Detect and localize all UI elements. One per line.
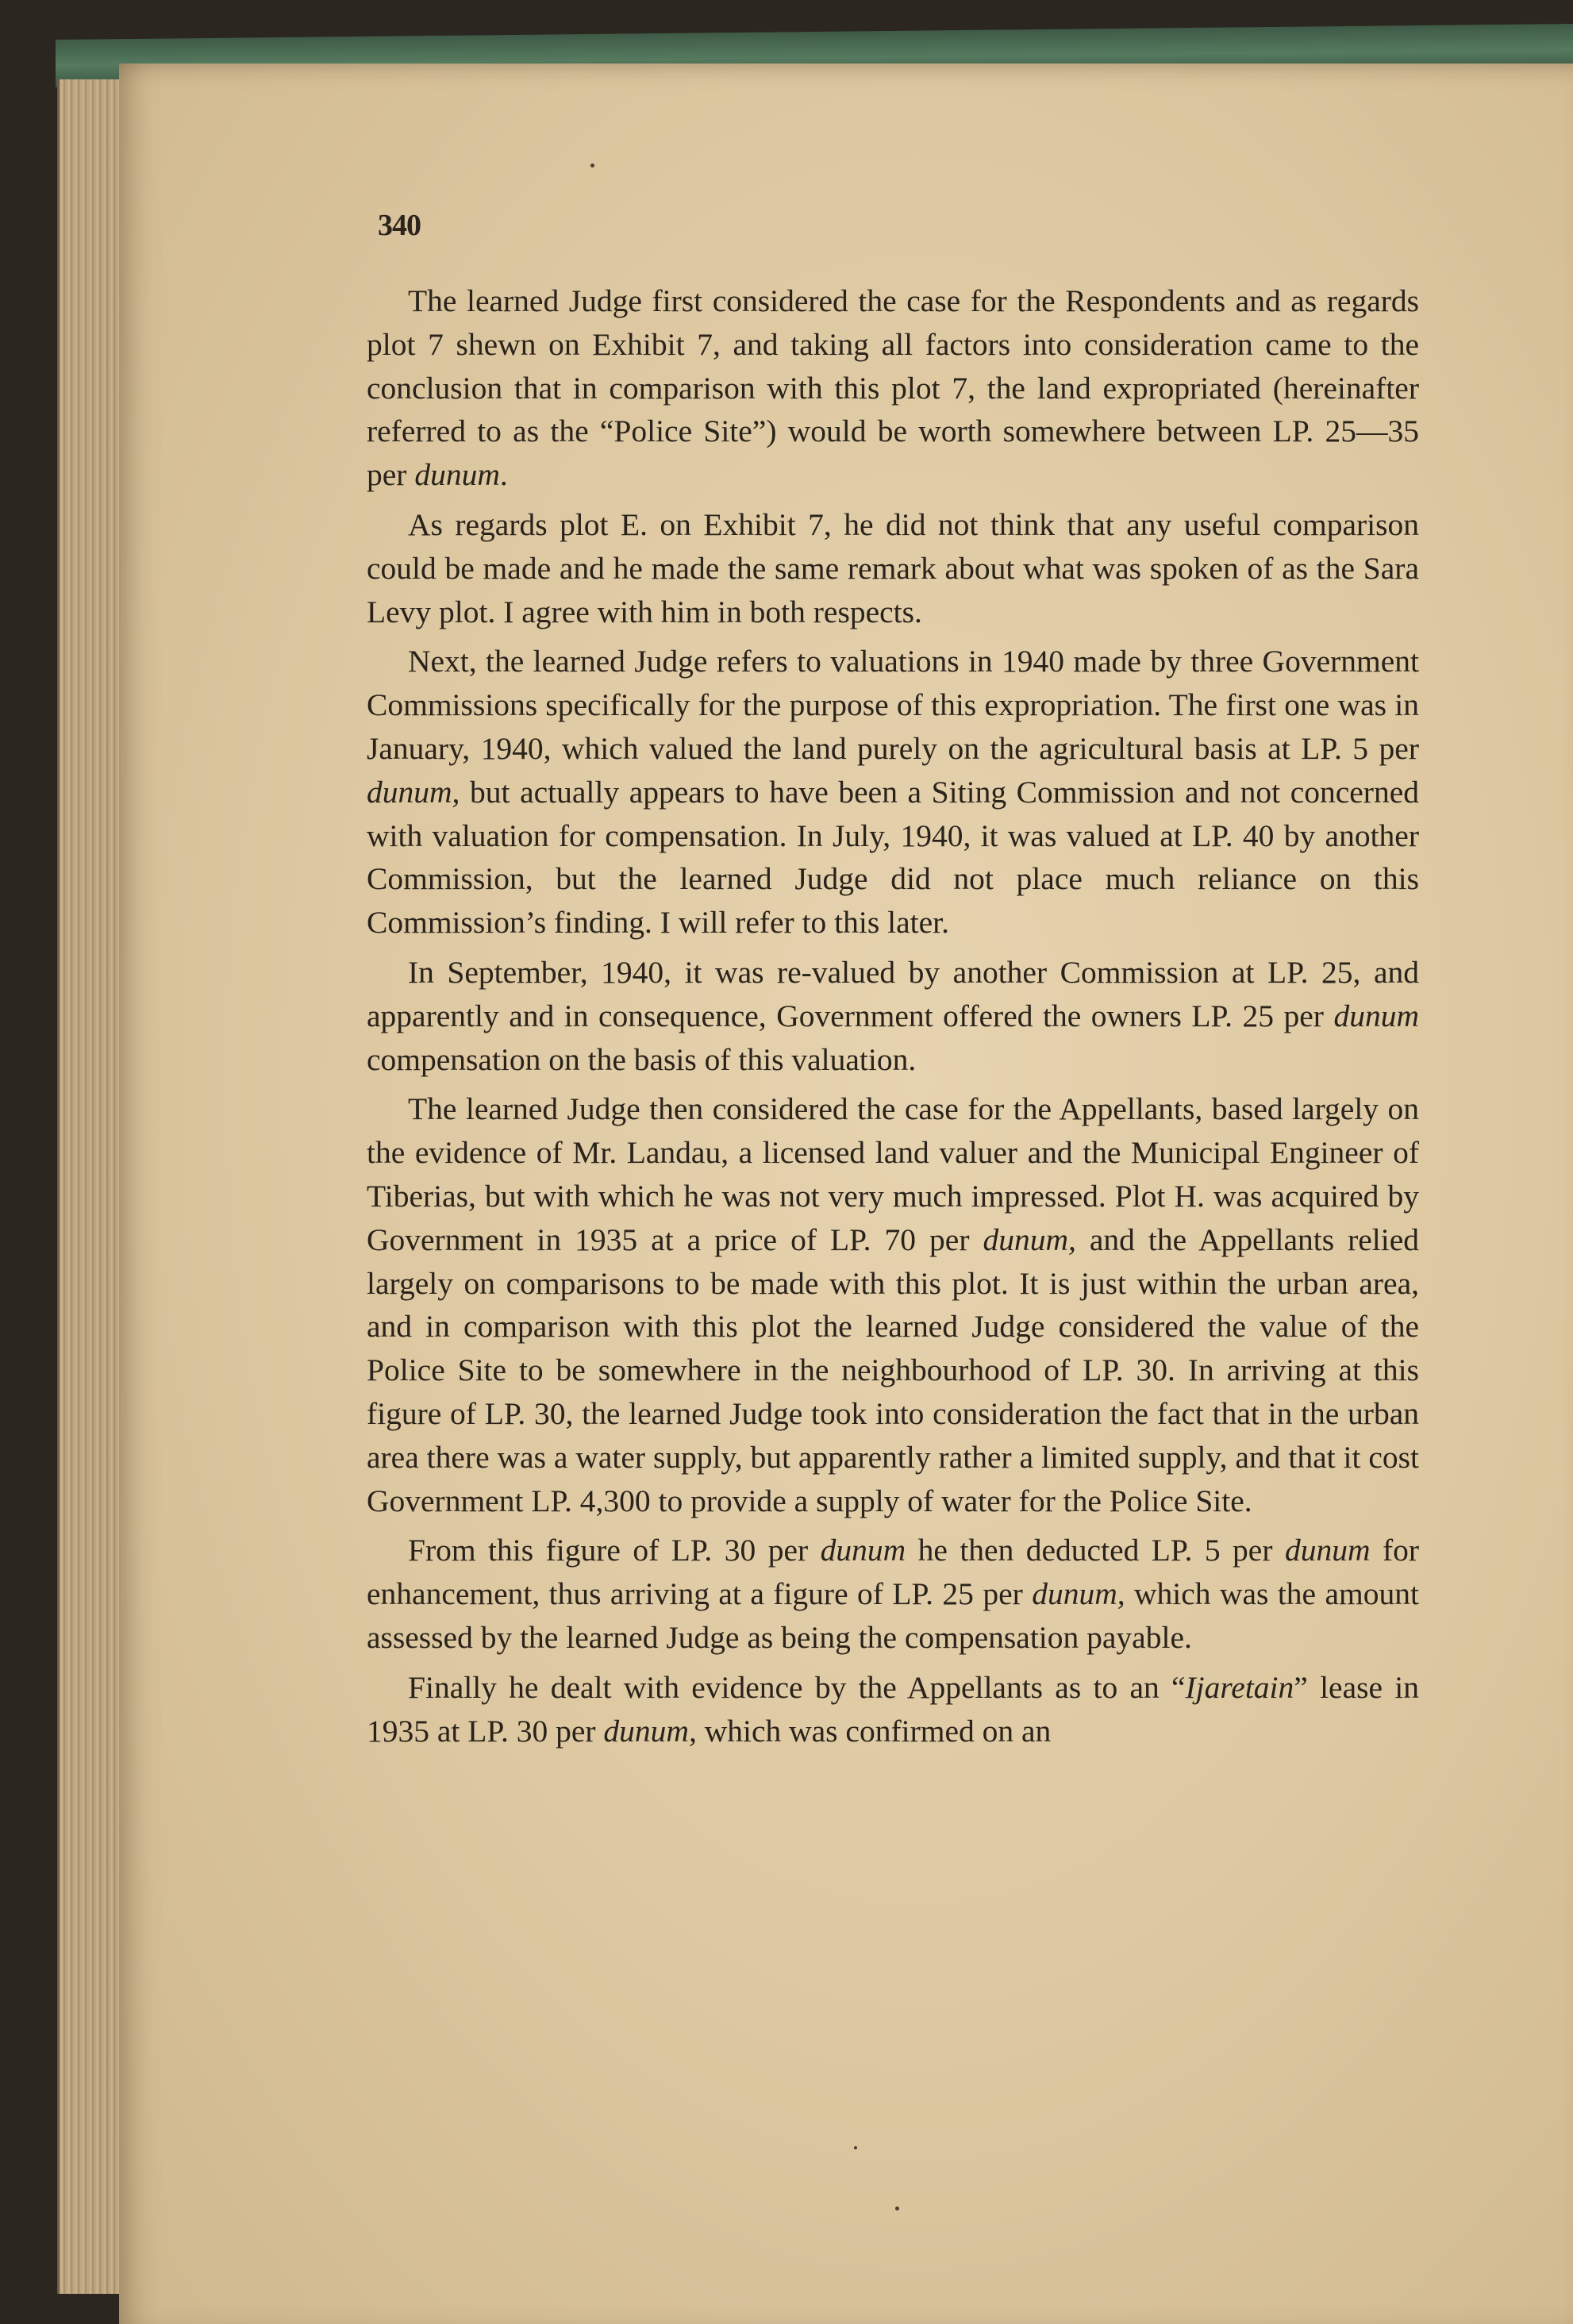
paragraph-p6 — [367, 1529, 1419, 1659]
text-run: The learned Judge then considered the case for the Appellants, based largely on the evidence of Mr. Landau, a licensed land valuer and the Municipal Engineer of Tiberias, but with which he was not very much impressed. Plot H. was acquired by Government in 1935 at a price of LP. 70 per — [367, 1091, 1419, 1257]
paragraph-p5 — [367, 1087, 1419, 1522]
italic-term: dunum — [1284, 1533, 1371, 1568]
italic-term: dunum, — [983, 1222, 1076, 1257]
paragraph-p4 — [367, 951, 1419, 1081]
text-run: In September, 1940, it was re-valued by another Commission at LP. 25, and apparently and in consequence, Government offered the owners LP. 25 per — [367, 954, 1419, 1033]
paper-speck — [854, 2146, 857, 2149]
paper-speck — [895, 2207, 899, 2210]
text-run: compensation on the basis of this valuation. — [367, 1041, 917, 1077]
italic-term: dunum, — [367, 774, 460, 810]
page-number: 340 — [378, 209, 421, 242]
text-run: which was confirmed on an — [696, 1713, 1052, 1749]
italic-term: dunum — [414, 457, 500, 493]
text-run: The learned Judge first considered the case for the Respondents and as regards plot 7 shewn on Exhibit 7, and taking all factors into consideration came to the conclusion that in comparison with this plot 7, the land expropriated (hereinafter referred to as the “Police Site”) would be worth somewhere between LP. 25—35 per — [367, 283, 1419, 493]
italic-term: Ijaretain — [1185, 1669, 1294, 1705]
text-run: . — [499, 457, 508, 493]
text-run: As regards plot E. on Exhibit 7, he did not think that any useful comparison could be made and he made the same remark about what was spoken of as the Sara Levy plot. I agree with him in both respects. — [367, 506, 1419, 629]
text-run: for enhancement, thus arriving at a figure of LP. 25 per — [367, 1533, 1419, 1612]
paper-speck — [590, 164, 594, 167]
body-text — [367, 279, 1419, 1759]
paragraph-p1 — [367, 279, 1419, 497]
text-run: but actually appears to have been a Siting Commission and not concerned with valuation for compensation. In July, 1940, it was valued at LP. 40 by another Commission, but the learned Judge did not place much reliance on this Commission’s finding. I will refer to this later. — [367, 774, 1419, 941]
text-run: he then deducted LP. 5 per — [906, 1533, 1285, 1568]
italic-term: dunum, — [603, 1713, 697, 1749]
paragraph-p2 — [367, 503, 1419, 633]
text-run: ” lease in 1935 at LP. 30 per — [367, 1669, 1419, 1749]
text-run: which was the amount assessed by the learned Judge as being the compensation payable. — [367, 1576, 1420, 1655]
paragraph-p3 — [367, 640, 1419, 945]
text-run: and the Appellants relied largely on comparisons to be made with this plot. It is just within the urban area, and in comparison with this plot the learned Judge considered the value of the Police Site to be somewhere in the neighbourhood of LP. 30. In arriving at this figure of LP. 30, the learned Judge took into consideration the fact that in the urban area there was a water supply, but apparently rather a limited supply, and that it cost Government LP. 4,300 to provide a supply of water for the Police Site. — [367, 1222, 1419, 1518]
text-run: Next, the learned Judge refers to valuations in 1940 made by three Government Commissions specifically for the purpose of this expropriation. The first one was in January, 1940, which valued the land purely on the agricultural basis at LP. 5 per — [367, 644, 1419, 766]
text-run: Finally he dealt with evidence by the Appellants as to an “ — [408, 1669, 1186, 1705]
italic-term: dunum — [820, 1533, 906, 1568]
italic-term: dunum, — [1032, 1576, 1125, 1612]
italic-term: dunum — [1333, 998, 1419, 1033]
text-run: From this figure of LP. 30 per — [408, 1533, 821, 1568]
paragraph-p7 — [367, 1666, 1419, 1753]
